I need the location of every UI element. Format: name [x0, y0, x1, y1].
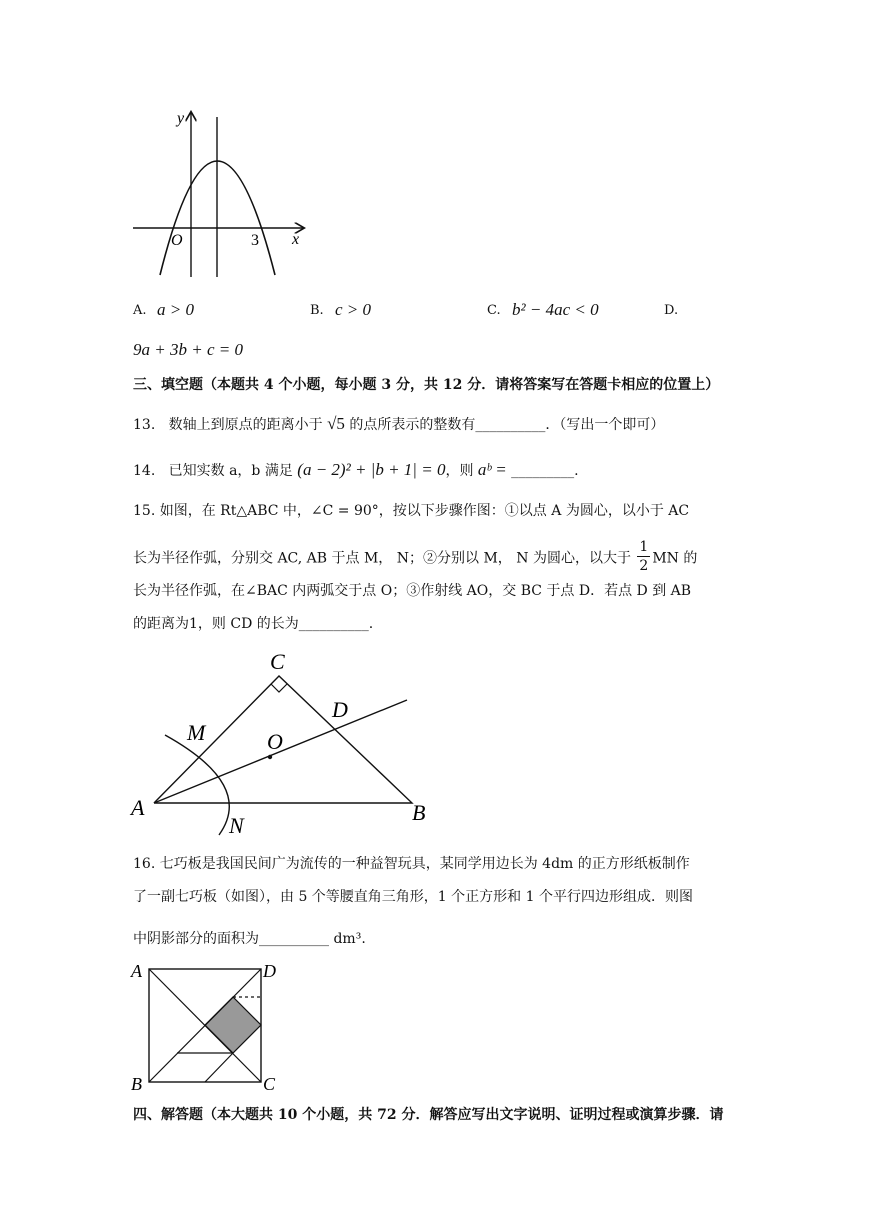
x-axis-label: x [292, 231, 300, 248]
q15-fraction-numerator: 1 [639, 539, 649, 555]
q13-number: 13. [133, 417, 156, 433]
q15-line-4-text: 的距离为1，则 CD 的长为 [133, 616, 299, 632]
q13-radical: √5 [327, 414, 345, 433]
q16-unit: dm³ [333, 931, 362, 947]
q16-tail: . [361, 931, 366, 947]
label-d: D [332, 697, 348, 722]
parallelogram-edge [205, 1053, 233, 1082]
q15-line-2-text: 长为半径作弧，分别交 AC, AB 于点 M， N；②分别以 M， N 为圆心，以大于 [133, 550, 631, 567]
label-a: A [131, 961, 142, 981]
q14-tail: . [574, 463, 579, 479]
question-14 [133, 460, 579, 480]
q13-text-after: 的点所表示的整数有 [349, 417, 476, 433]
question-13 [133, 414, 664, 434]
q13-text-before: 数轴上到原点的距离小于 [168, 417, 323, 433]
option-d-label: D. [664, 303, 679, 318]
tick-label-3: 3 [251, 232, 259, 249]
q15-tail: . [368, 616, 374, 632]
option-a-expr: a > 0 [157, 300, 194, 319]
triangle-figure [125, 645, 445, 840]
q14-text-before: 已知实数 a，b 满足 [168, 463, 293, 479]
y-axis-label: y [177, 110, 185, 127]
option-c-expr: b² − 4ac < 0 [512, 300, 599, 319]
q13-answer-blank: __________ [475, 417, 546, 433]
label-o: O [267, 729, 283, 754]
option-c-label: C. [487, 303, 501, 318]
label-m: M [187, 720, 206, 745]
option-b-label: B. [310, 303, 324, 318]
q14-number: 14. [133, 463, 156, 479]
label-a: A [131, 795, 145, 820]
section4-heading: 四、解答题（本大题共 10 个小题，共 72 分．解答应写出文字说明、证明过程或演算步骤．请 [133, 1107, 724, 1123]
label-b: B [412, 800, 426, 825]
tangram-figure [125, 955, 295, 1095]
q16-line-2: 了一副七巧板（如图），由 5 个等腰直角三角形，1 个正方形和 1 个平行四边形组成．则图 [133, 889, 693, 905]
q15-line-2 [133, 540, 697, 577]
label-c: C [270, 649, 285, 674]
q14-equation: (a − 2)² + |b + 1| = 0 [297, 460, 446, 479]
option-d-expr: 9a + 3b + c = 0 [133, 340, 243, 359]
option-a-label: A. [133, 303, 147, 318]
q15-fraction [637, 538, 650, 575]
parabola-figure [125, 105, 315, 285]
q14-text-mid: ，则 [445, 463, 474, 479]
shaded-square [205, 997, 261, 1053]
q16-answer-blank: __________ [259, 931, 329, 947]
q15-line-1: 15. 如图，在 Rt△ABC 中，∠C = 90°，按以下步骤作图：①以点 A 为圆心，以小于 AC [133, 503, 690, 519]
right-angle-mark [271, 684, 287, 692]
q15-line-2-tail: MN 的 [652, 550, 698, 567]
q15-answer-blank: __________ [298, 616, 369, 632]
section3-heading: 三、填空题（本题共 4 个小题，每小题 3 分，共 12 分．请将答案写在答题卡相应的位置上） [133, 377, 720, 393]
q15-line-3: 长为半径作弧，在∠BAC 内两弧交于点 O；③作射线 AO，交 BC 于点 D．若点 D 到 AB [133, 583, 692, 599]
q14-answer-blank: _________ [511, 463, 575, 479]
q16-line-1: 16. 七巧板是我国民间广为流传的一种益智玩具，某同学用边长为 4dm 的正方形纸板制作 [133, 856, 690, 872]
label-c: C [263, 1074, 276, 1094]
label-b: B [131, 1074, 142, 1094]
point-o [268, 755, 272, 759]
origin-label: O [171, 232, 183, 249]
q16-line-3-text: 中阴影部分的面积为 [133, 931, 259, 947]
q15-fraction-denominator: 2 [639, 558, 649, 574]
q16-line-3 [133, 928, 366, 948]
label-d: D [263, 961, 276, 981]
q15-line-4 [133, 613, 373, 633]
q13-tail: ．（写出一个即可） [545, 417, 665, 433]
option-b-expr: c > 0 [335, 300, 372, 319]
label-n: N [229, 813, 244, 838]
q14-power: aᵇ = [477, 460, 507, 479]
